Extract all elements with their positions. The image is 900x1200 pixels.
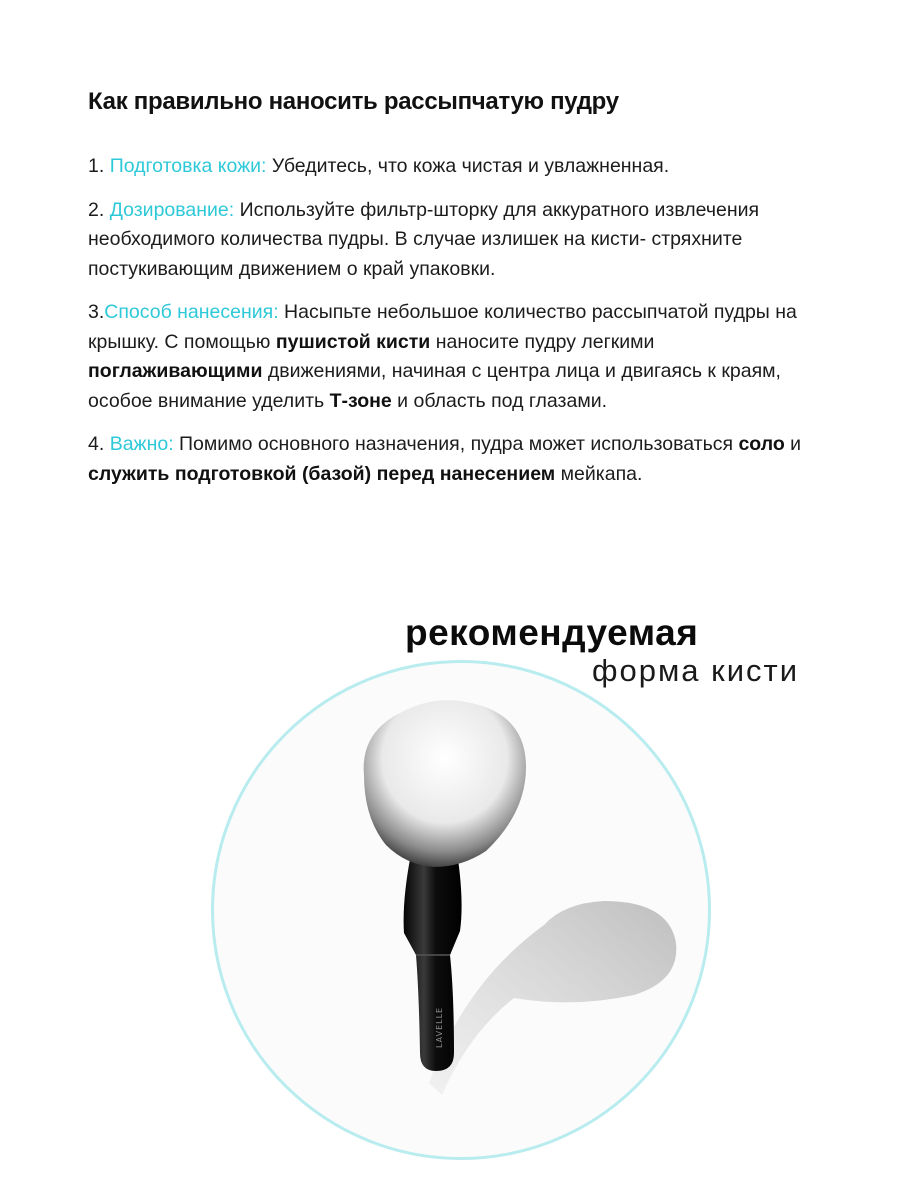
step-number: 4. (88, 433, 105, 455)
step-emphasis: служить подготовкой (базой) перед нанесением (88, 462, 556, 485)
brush-shadow (429, 901, 676, 1095)
step-text: Помимо основного назначения, пудра может использоваться (173, 433, 739, 455)
step-text: и (784, 433, 802, 455)
step-emphasis: соло (738, 433, 785, 455)
step-text: и область под глазами. (391, 389, 608, 412)
step-text: мейкапа. (555, 462, 643, 485)
powder-brush-image (214, 663, 708, 1157)
step-text: движениями, начиная с центра лица и двигаясь к краям, особое внимание уделить (88, 360, 781, 412)
brush-bristles (364, 700, 526, 867)
step-text: Убедитесь, что кожа чистая и увлажненная. (266, 155, 670, 177)
step-emphasis: поглаживающими (88, 360, 263, 382)
instructions-list (88, 152, 828, 503)
step-heading: Подготовка кожи: (109, 155, 267, 177)
step-heading: Дозирование: (109, 198, 235, 221)
step-heading: Способ нанесения: (104, 301, 279, 323)
step-emphasis: Т-зоне (329, 389, 392, 412)
step-text: Насыпьте небольшое количество рассыпчатой пудры на крышку. С помощью (88, 301, 797, 353)
step-number: 1. (88, 155, 105, 177)
step-heading: Важно: (109, 433, 174, 455)
step-emphasis: пушистой кисти (275, 330, 431, 353)
recommended-subtitle: форма кисти (592, 653, 800, 688)
brush-image-circle (211, 660, 711, 1160)
recommended-title: рекомендуемая (405, 612, 699, 653)
step-number: 2. (88, 198, 105, 221)
handle-logo: LAVELLE (435, 1006, 444, 1048)
step-3 (88, 298, 828, 416)
step-text: наносите пудру легкими (430, 330, 655, 353)
brush-handle (404, 859, 462, 1071)
step-number: 3. (88, 301, 105, 323)
step-text: Используйте фильтр-шторку для аккуратного извлечения необходимого количества пудры. В случае излишек на кисти- стряхните постукивающим движением о край упаковки. (88, 198, 760, 280)
step-2 (88, 196, 828, 285)
step-1 (88, 152, 828, 182)
page-title: Как правильно наносить рассыпчатую пудру (88, 88, 619, 115)
step-4 (88, 430, 828, 489)
